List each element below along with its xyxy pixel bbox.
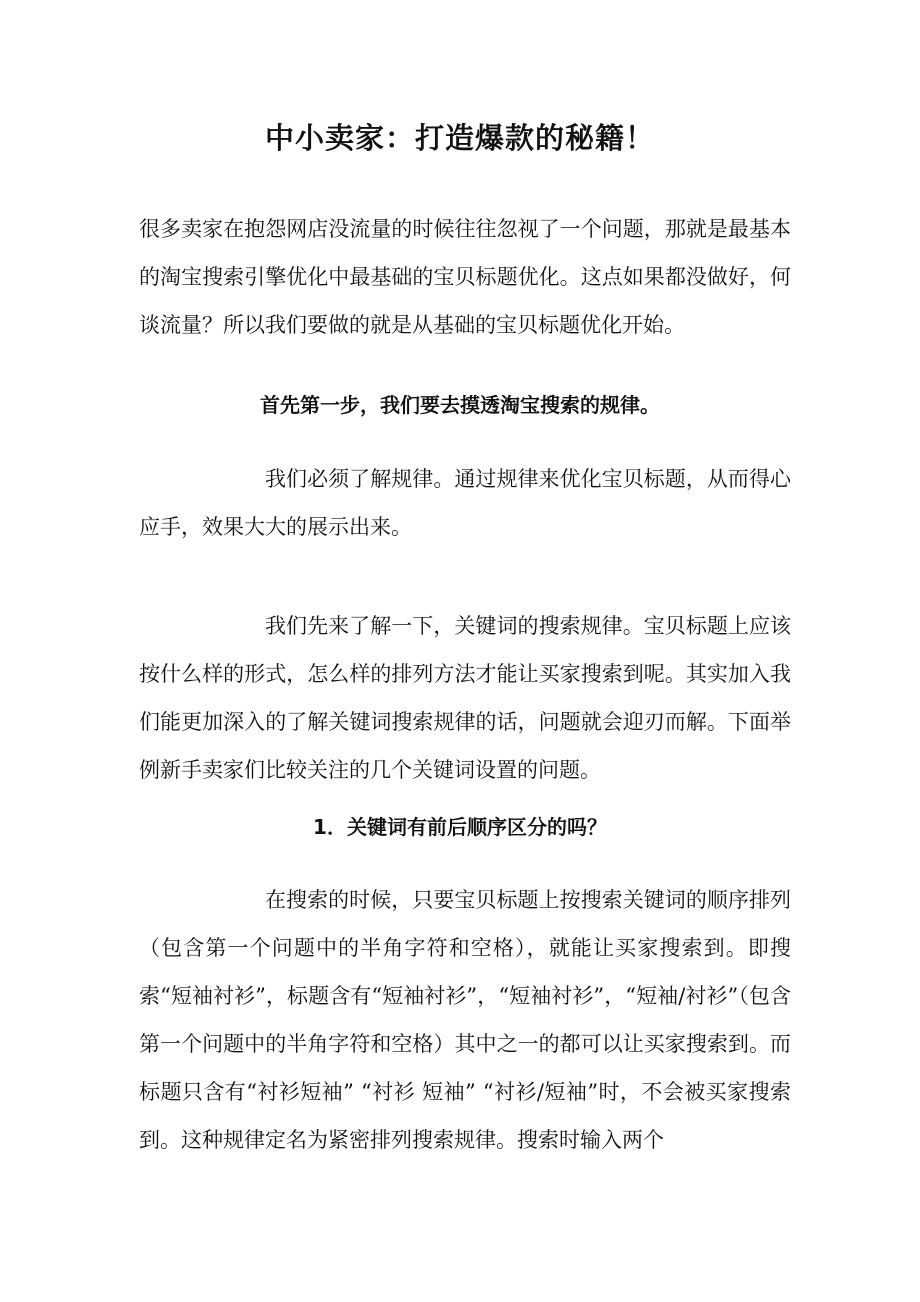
step1-heading: 首先第一步，我们要去摸透淘宝搜索的规律。 <box>260 393 660 417</box>
keywords-paragraph: 我们先来了解一下，关键词的搜索规律。宝贝标题上应该按什么样的形式，怎么样的排列方法才能让买家搜索到呢。其实加入我们能更加深入的了解关键词搜索规律的话，问题就会迎刃而解。下面举例新手卖家们比较关注的几个关键词设置的问题。 <box>139 614 791 782</box>
answer1-paragraph: 在搜索的时候，只要宝贝标题上按搜索关键词的顺序排列（包含第一个问题中的半角字符和空格），就能让买家搜索到。即搜索“短袖衬衫”，标题含有“短袖衬衫”，“短袖衬衫”，“短袖/衬衫”（包含第一个问题中的半角字符和空格）其中之一的都可以让买家搜索到。而标题只含有“衬衫短袖” “衬衫 短袖” “衬衫/短袖”时，不会被买家搜索到。这种规律定名为紧密排列搜索规律。搜索时输入两个 <box>139 888 791 1152</box>
intro-paragraph: 很多卖家在抱怨网店没流量的时候往往忽视了一个问题，那就是最基本的淘宝搜索引擎优化中最基础的宝贝标题优化。这点如果都没做好，何谈流量？所以我们要做的就是从基础的宝贝标题优化开始。 <box>139 217 791 337</box>
question1-heading: 1．关键词有前后顺序区分的吗？ <box>313 815 607 839</box>
rules-paragraph: 我们必须了解规律。通过规律来优化宝贝标题，从而得心应手，效果大大的展示出来。 <box>139 467 791 539</box>
document-title: 中小卖家：打造爆款的秘籍！ <box>264 121 655 155</box>
